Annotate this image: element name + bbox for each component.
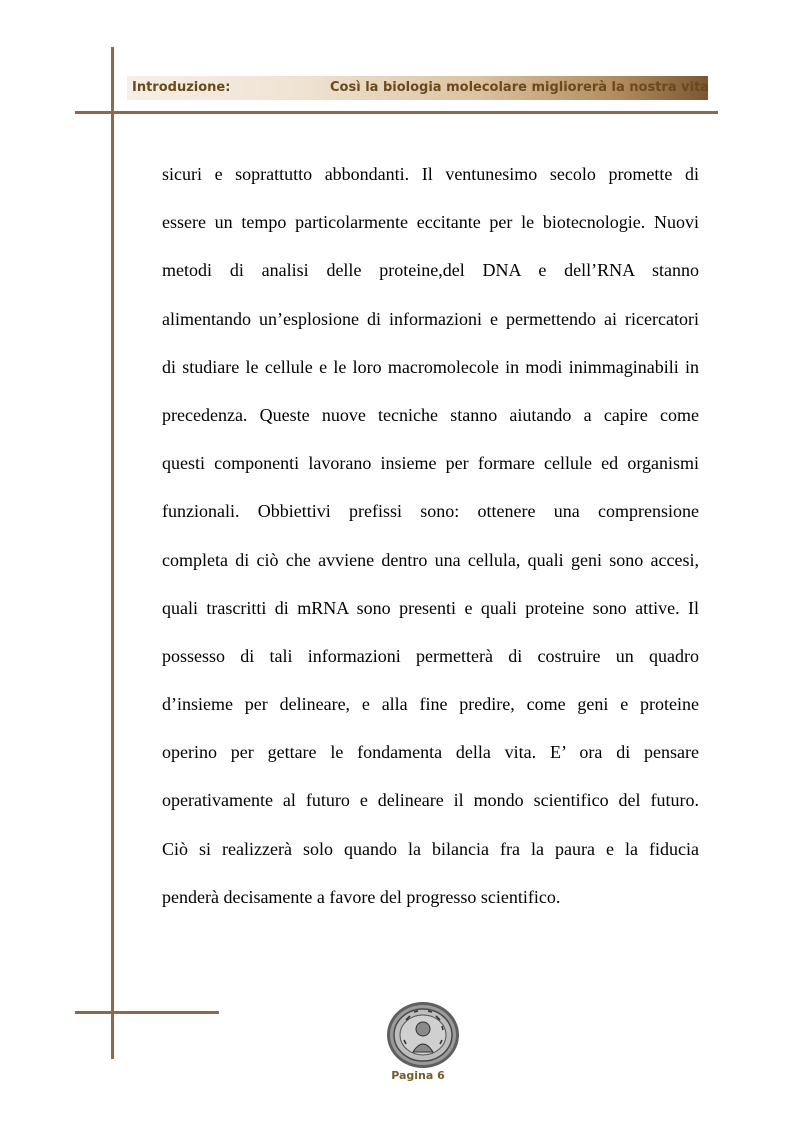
coin-seal-icon	[384, 1000, 462, 1070]
text-line: operativamente al futuro e delineare il mondo scientifico del futuro.	[162, 790, 699, 811]
text-line: Ciò si realizzerà solo quando la bilancia fra la paura e la fiducia	[162, 838, 699, 859]
text-line: operino per gettare le fondamenta della vita. E’ ora di pensare	[162, 742, 699, 763]
text-line: di studiare le cellule e le loro macromolecole in modi inimmaginabili in	[162, 356, 699, 377]
header-chapter-label: Introduzione:	[132, 80, 231, 95]
running-header	[127, 76, 708, 100]
text-line: possesso di tali informazioni permetterà di costruire un quadro	[162, 645, 699, 666]
header-title: Così la biologia molecolare migliorerà la nostra vita	[330, 80, 710, 95]
text-line: sicuri e soprattutto abbondanti. Il ventunesimo secolo promette di	[162, 164, 699, 184]
text-line: questi componenti lavorano insieme per formare cellule ed organismi	[162, 453, 699, 474]
text-line: essere un tempo particolarmente eccitante per le biotecnologie. Nuovi	[162, 212, 699, 233]
page-number: Pagina 6	[391, 1069, 445, 1082]
header-rule	[75, 111, 718, 114]
footer-rule	[75, 1011, 219, 1014]
text-line: precedenza. Queste nuove tecniche stanno aiutando a capire come	[162, 404, 699, 425]
text-line: d’insieme per delineare, e alla fine predire, come geni e proteine	[162, 694, 699, 715]
body-paragraph	[162, 158, 699, 929]
text-line: penderà decisamente a favore del progresso scientifico.	[162, 886, 561, 907]
text-line: metodi di analisi delle proteine,del DNA e dell’RNA stanno	[162, 260, 699, 281]
text-line: completa di ciò che avviene dentro una cellula, quali geni sono accesi,	[162, 549, 699, 570]
text-line: quali trascritti di mRNA sono presenti e quali proteine sono attive. Il	[162, 597, 699, 618]
left-margin-rule	[111, 47, 114, 1059]
text-line: funzionali. Obbiettivi prefissi sono: ottenere una comprensione	[162, 501, 699, 522]
text-line: alimentando un’esplosione di informazioni e permettendo ai ricercatori	[162, 308, 699, 329]
